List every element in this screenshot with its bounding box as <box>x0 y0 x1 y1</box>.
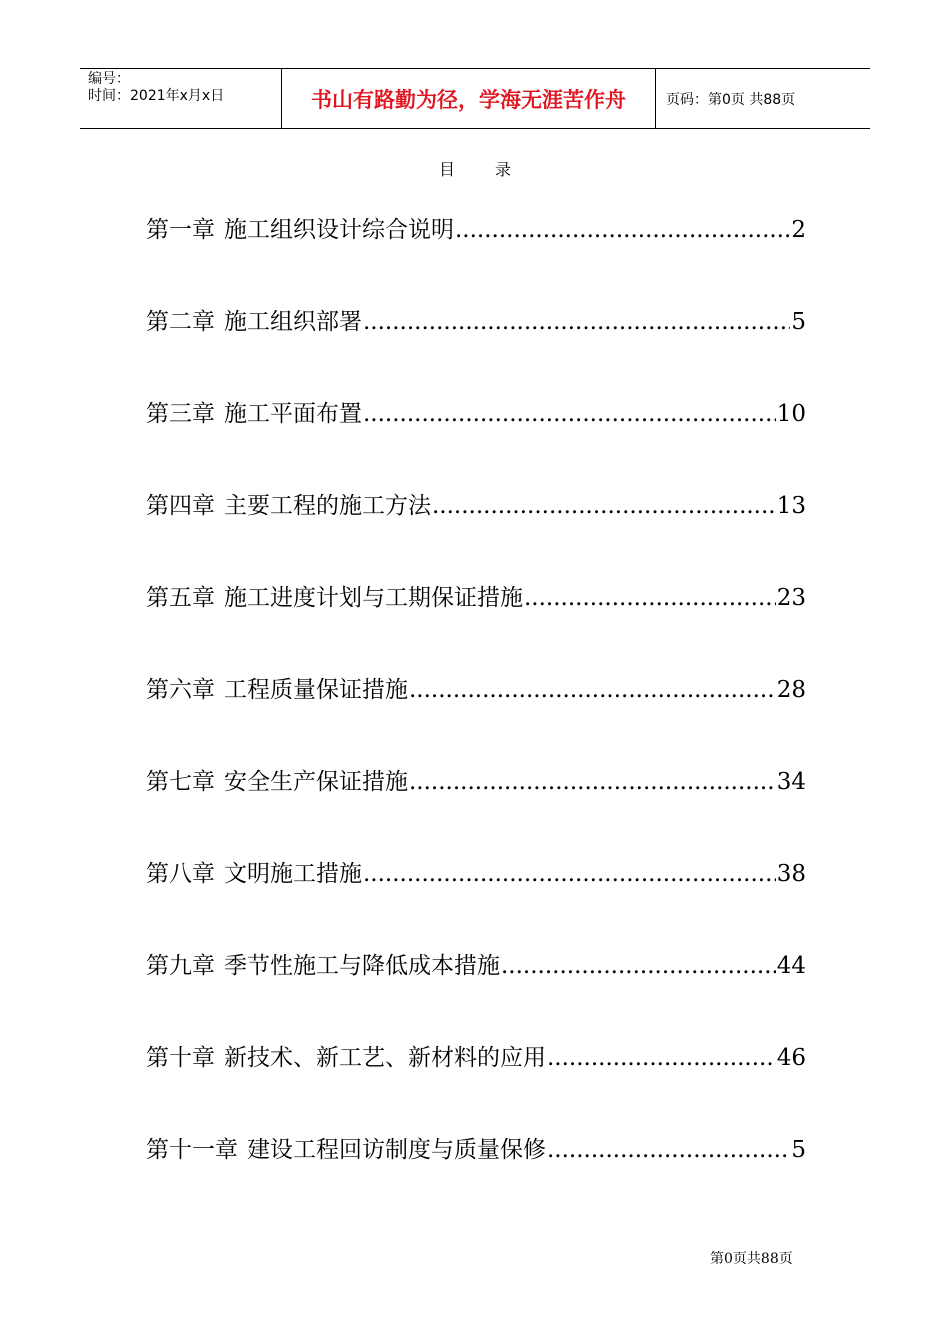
toc-entry[interactable] <box>146 854 806 946</box>
toc-chapter-number: 第九章 <box>146 953 215 979</box>
toc-dot-leader <box>363 854 776 894</box>
toc-chapter-number: 第十一章 <box>146 1137 238 1163</box>
toc-page-number: 5 <box>791 309 806 335</box>
toc-dot-leader <box>432 486 776 526</box>
page-footer: 第0页共88页 <box>710 1251 793 1267</box>
toc-page-number: 23 <box>776 585 806 611</box>
toc-chapter-title: 建设工程回访制度与质量保修 <box>247 1137 546 1163</box>
header-time-label: 时间：2021年x月x日 <box>88 88 225 104</box>
toc-entry[interactable] <box>146 578 806 670</box>
toc-page-number: 10 <box>776 401 806 427</box>
toc-dot-leader <box>501 946 776 986</box>
toc-chapter-number: 第四章 <box>146 493 215 519</box>
toc-chapter-number: 第六章 <box>146 677 215 703</box>
toc-chapter-number: 第七章 <box>146 769 215 795</box>
toc-dot-leader <box>547 1130 790 1170</box>
toc-chapter-title: 施工组织部署 <box>224 309 362 335</box>
toc-chapter-number: 第一章 <box>146 217 215 243</box>
toc-entry[interactable] <box>146 762 806 854</box>
toc-entry[interactable] <box>146 946 806 1038</box>
toc-page-number: 28 <box>776 677 806 703</box>
toc-chapter-number: 第二章 <box>146 309 215 335</box>
toc-chapter-number: 第五章 <box>146 585 215 611</box>
header-page-label: 页码：第0页 共88页 <box>666 91 796 108</box>
toc-chapter-title: 施工进度计划与工期保证措施 <box>224 585 523 611</box>
header-motto: 书山有路勤为径，学海无涯苦作舟 <box>282 69 656 128</box>
toc-page-number: 5 <box>791 1137 806 1163</box>
table-of-contents <box>146 210 806 1222</box>
toc-page-number: 44 <box>776 953 806 979</box>
toc-page-number: 38 <box>776 861 806 887</box>
toc-chapter-title: 施工平面布置 <box>224 401 362 427</box>
toc-chapter-title: 新技术、新工艺、新材料的应用 <box>224 1045 546 1071</box>
toc-entry[interactable] <box>146 394 806 486</box>
toc-chapter-number: 第八章 <box>146 861 215 887</box>
toc-dot-leader <box>547 1038 776 1078</box>
toc-dot-leader <box>409 762 776 802</box>
toc-entry[interactable] <box>146 486 806 578</box>
toc-dot-leader <box>524 578 776 618</box>
toc-title: 目录 <box>438 160 551 179</box>
toc-dot-leader <box>455 210 790 250</box>
toc-chapter-title: 工程质量保证措施 <box>224 677 408 703</box>
toc-entry[interactable] <box>146 670 806 762</box>
toc-chapter-title: 施工组织设计综合说明 <box>224 217 454 243</box>
toc-dot-leader <box>409 670 776 710</box>
toc-page-number: 2 <box>791 217 806 243</box>
toc-entry[interactable] <box>146 302 806 394</box>
toc-chapter-title: 安全生产保证措施 <box>224 769 408 795</box>
toc-entry[interactable] <box>146 210 806 302</box>
toc-page-number: 46 <box>776 1045 806 1071</box>
toc-page-number: 13 <box>776 493 806 519</box>
toc-chapter-title: 主要工程的施工方法 <box>224 493 431 519</box>
toc-chapter-number: 第三章 <box>146 401 215 427</box>
toc-dot-leader <box>363 394 776 434</box>
page-header <box>80 68 870 129</box>
toc-chapter-number: 第十章 <box>146 1045 215 1071</box>
header-meta <box>80 69 282 128</box>
toc-page-number: 34 <box>776 769 806 795</box>
toc-entry[interactable] <box>146 1130 806 1222</box>
header-number-label: 编号： <box>88 71 130 87</box>
toc-entry[interactable] <box>146 1038 806 1130</box>
toc-chapter-title: 季节性施工与降低成本措施 <box>224 953 500 979</box>
toc-chapter-title: 文明施工措施 <box>224 861 362 887</box>
toc-dot-leader <box>363 302 790 342</box>
